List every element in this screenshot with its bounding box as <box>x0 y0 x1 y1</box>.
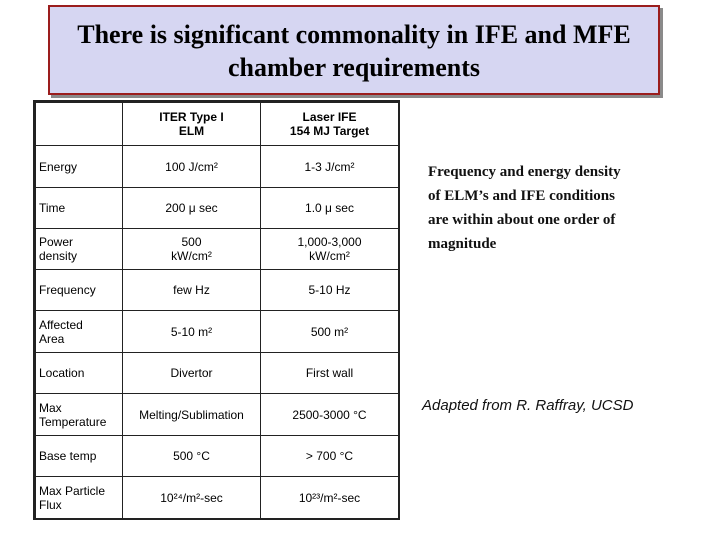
row-label: Base temp <box>36 436 123 477</box>
header-ife: Laser IFE 154 MJ Target <box>261 103 399 146</box>
iter-value: 200 μ sec <box>123 188 261 229</box>
table-row <box>36 270 399 311</box>
source-credit: Adapted from R. Raffray, UCSD <box>422 397 634 414</box>
iter-value: 5-10 m² <box>123 311 261 353</box>
table-row <box>36 394 399 436</box>
slide-title: There is significant commonality in IFE and MFE chamber requirements <box>77 20 631 82</box>
row-label: Energy <box>36 146 123 188</box>
row-label: Frequency <box>36 270 123 311</box>
ife-value: 1.0 μ sec <box>261 188 399 229</box>
iter-value: 500 kW/cm² <box>123 229 261 270</box>
comparison-table <box>35 102 399 519</box>
iter-value: 500 °C <box>123 436 261 477</box>
table-row <box>36 311 399 353</box>
row-label: Max Temperature <box>36 394 123 436</box>
table-row <box>36 188 399 229</box>
row-label: Power density <box>36 229 123 270</box>
ife-value: 1,000-3,000 kW/cm² <box>261 229 399 270</box>
title-box <box>48 5 660 95</box>
iter-value: Divertor <box>123 353 261 394</box>
ife-value: 10²³/m²-sec <box>261 477 399 519</box>
row-label: Location <box>36 353 123 394</box>
ife-value: 500 m² <box>261 311 399 353</box>
header-blank <box>36 103 123 146</box>
table-row <box>36 436 399 477</box>
table-row <box>36 477 399 519</box>
summary-note: Frequency and energy density of ELM’s and IFE conditions are within about one order of magnitude <box>428 164 621 252</box>
ife-value: 5-10 Hz <box>261 270 399 311</box>
iter-value: 10²⁴/m²-sec <box>123 477 261 519</box>
table-row <box>36 353 399 394</box>
table-row <box>36 229 399 270</box>
ife-value: > 700 °C <box>261 436 399 477</box>
iter-value: Melting/Sublimation <box>123 394 261 436</box>
header-iter: ITER Type I ELM <box>123 103 261 146</box>
ife-value: First wall <box>261 353 399 394</box>
iter-value: few Hz <box>123 270 261 311</box>
row-label: Time <box>36 188 123 229</box>
ife-value: 2500-3000 °C <box>261 394 399 436</box>
table-row <box>36 146 399 188</box>
ife-value: 1-3 J/cm² <box>261 146 399 188</box>
table-header-row <box>36 103 399 146</box>
row-label: Max Particle Flux <box>36 477 123 519</box>
row-label: Affected Area <box>36 311 123 353</box>
iter-value: 100 J/cm² <box>123 146 261 188</box>
